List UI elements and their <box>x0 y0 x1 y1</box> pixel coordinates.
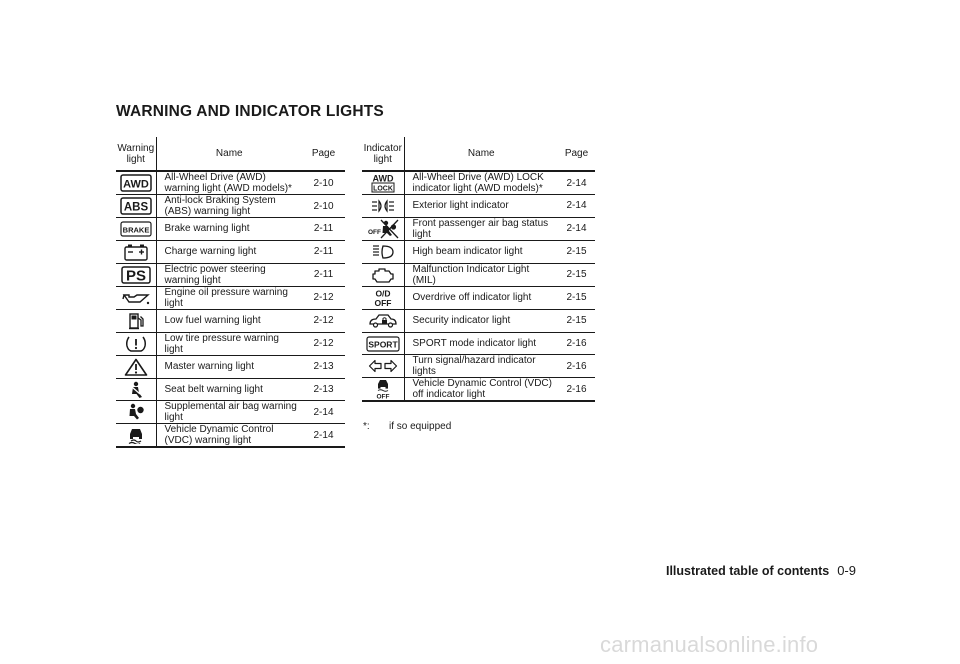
vdc-off-text: OFF <box>376 393 390 401</box>
table-row <box>362 195 595 218</box>
engine-check-icon <box>370 266 396 284</box>
table-row <box>116 263 345 286</box>
table-row <box>362 332 595 355</box>
page-column-header: Page <box>558 137 595 171</box>
oil-can-icon <box>121 290 151 306</box>
light-name: All-Wheel Drive (AWD) warning light (AWD models)* <box>156 171 302 195</box>
page-ref: 2-15 <box>558 309 595 332</box>
page-footer <box>666 563 856 578</box>
exterior-light-icon <box>370 199 396 213</box>
page-ref: 2-14 <box>302 401 345 424</box>
awd-lock-icon <box>370 173 396 193</box>
tire-pressure-icon <box>124 335 148 353</box>
indicator-light-column-header: Indicator light <box>362 137 404 171</box>
page-title: WARNING AND INDICATOR LIGHTS <box>116 103 384 120</box>
footer-section-title: Illustrated table of contents <box>665 564 830 578</box>
table-row <box>116 332 345 355</box>
light-name: Seat belt warning light <box>156 378 302 401</box>
light-name: Front passenger air bag status light <box>404 217 558 240</box>
table-row <box>116 171 345 195</box>
light-name: Turn signal/hazard indicator lights <box>404 355 558 378</box>
page-ref: 2-12 <box>302 286 345 309</box>
ps-badge-text: PS <box>125 267 146 284</box>
page-ref: 2-11 <box>302 218 345 241</box>
brake-badge-icon <box>120 221 152 237</box>
vdc-off-icon <box>372 378 394 400</box>
table-row <box>362 355 595 378</box>
table-row <box>116 424 345 448</box>
sport-badge-icon <box>366 336 400 352</box>
fuel-pump-icon <box>127 312 145 330</box>
page-ref: 2-13 <box>302 378 345 401</box>
battery-icon <box>123 243 149 261</box>
light-name: Vehicle Dynamic Control (VDC) warning light <box>156 424 302 448</box>
passenger-airbag-off-text: OFF <box>367 228 381 236</box>
light-name: High beam indicator light <box>404 240 558 263</box>
passenger-airbag-off-icon <box>367 219 399 239</box>
page-ref: 2-14 <box>302 424 345 448</box>
vdc-skid-icon <box>126 426 146 444</box>
page-ref: 2-12 <box>302 332 345 355</box>
light-name: SPORT mode indicator light <box>404 332 558 355</box>
page-ref: 2-14 <box>558 171 595 195</box>
airbag-icon <box>126 403 146 421</box>
table-row <box>116 309 345 332</box>
light-name: All-Wheel Drive (AWD) LOCK indicator light (AWD models)* <box>404 171 558 195</box>
page-ref: 2-16 <box>558 378 595 402</box>
light-name: Anti-lock Braking System (ABS) warning light <box>156 195 302 218</box>
abs-badge-text: ABS <box>123 201 148 214</box>
page-ref: 2-15 <box>558 263 595 286</box>
awd-lock-text-bottom: LOCK <box>372 185 393 193</box>
awd-badge-icon <box>120 174 152 192</box>
light-name: Overdrive off indicator light <box>404 286 558 309</box>
page-ref: 2-15 <box>558 286 595 309</box>
page-ref: 2-16 <box>558 332 595 355</box>
table-row <box>116 218 345 241</box>
light-name: Engine oil pressure warning light <box>156 286 302 309</box>
high-beam-icon <box>371 244 395 260</box>
table-row <box>116 355 345 378</box>
footer-page-number: 0-9 <box>837 563 856 578</box>
od-off-text-bottom: OFF <box>374 297 392 308</box>
table-row <box>362 217 595 240</box>
security-car-icon <box>368 312 398 330</box>
table-row <box>362 309 595 332</box>
light-name: Master warning light <box>156 355 302 378</box>
light-name: Security indicator light <box>404 309 558 332</box>
awd-badge-text: AWD <box>122 178 149 191</box>
light-name: Malfunction Indicator Light (MIL) <box>404 263 558 286</box>
page-ref: 2-11 <box>302 240 345 263</box>
warning-lights-table <box>116 137 345 448</box>
page-column-header: Page <box>302 137 345 171</box>
table-row <box>362 286 595 309</box>
warning-triangle-icon <box>124 358 148 376</box>
abs-badge-icon <box>120 197 152 215</box>
page-ref: 2-14 <box>558 195 595 218</box>
seat-belt-icon <box>127 381 145 399</box>
brake-badge-text: BRAKE <box>122 225 150 235</box>
table-row <box>362 378 595 402</box>
table-row <box>116 240 345 263</box>
name-column-header: Name <box>156 137 302 171</box>
footnote-text: if so equipped <box>389 421 452 432</box>
table-row <box>116 401 345 424</box>
light-name: Brake warning light <box>156 218 302 241</box>
watermark: carmanualsonline.info <box>600 632 819 657</box>
light-name: Exterior light indicator <box>404 195 558 218</box>
page-ref: 2-13 <box>302 355 345 378</box>
light-name: Vehicle Dynamic Control (VDC) off indicator light <box>404 378 558 402</box>
page-ref: 2-10 <box>302 195 345 218</box>
table-row <box>362 171 595 195</box>
footnote <box>363 421 451 432</box>
light-name: Low fuel warning light <box>156 309 302 332</box>
page-ref: 2-10 <box>302 171 345 195</box>
table-row <box>362 240 595 263</box>
ps-badge-icon <box>121 266 151 284</box>
page-ref: 2-12 <box>302 309 345 332</box>
page-ref: 2-14 <box>558 217 595 240</box>
light-name: Electric power steering warning light <box>156 263 302 286</box>
page-ref: 2-11 <box>302 263 345 286</box>
table-row <box>362 263 595 286</box>
table-row <box>116 286 345 309</box>
sport-badge-text: SPORT <box>368 339 398 349</box>
light-name: Supplemental air bag warning light <box>156 401 302 424</box>
footnote-mark: *: <box>363 421 370 432</box>
warning-light-column-header: Warning light <box>116 137 156 171</box>
page-ref: 2-16 <box>558 355 595 378</box>
table-row <box>116 195 345 218</box>
od-off-icon <box>370 288 396 308</box>
turn-signal-icon <box>368 359 398 373</box>
table-row <box>116 378 345 401</box>
od-off-text-top: O/D <box>375 288 391 299</box>
name-column-header: Name <box>404 137 558 171</box>
page-ref: 2-15 <box>558 240 595 263</box>
indicator-lights-table <box>362 137 595 402</box>
light-name: Low tire pressure warning light <box>156 332 302 355</box>
awd-lock-text-top: AWD <box>372 173 394 184</box>
light-name: Charge warning light <box>156 240 302 263</box>
